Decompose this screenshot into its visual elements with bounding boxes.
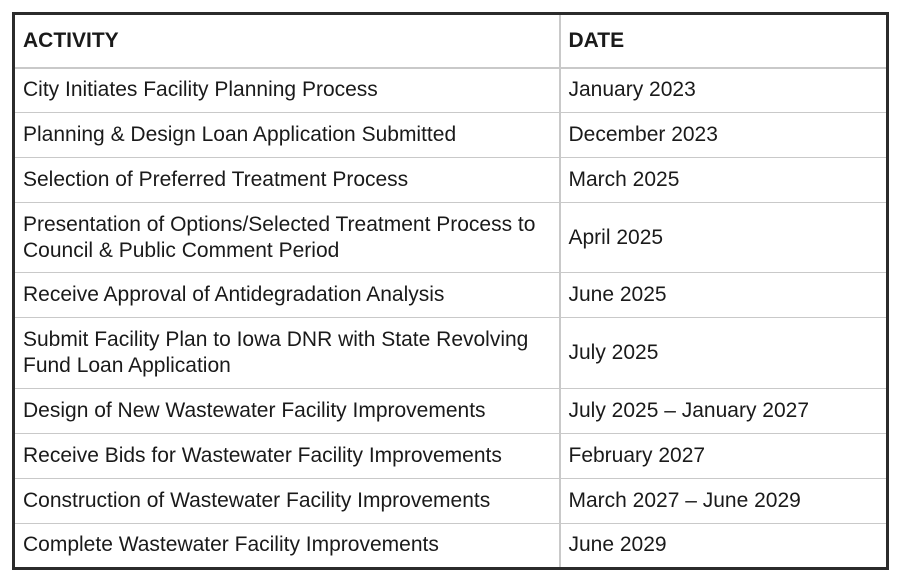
activity-cell: Selection of Preferred Treatment Process — [14, 158, 560, 203]
table-row — [14, 158, 888, 203]
date-cell: June 2025 — [560, 273, 888, 318]
table-row — [14, 388, 888, 433]
date-cell: June 2029 — [560, 523, 888, 568]
table-body — [14, 68, 888, 569]
activity-cell: Planning & Design Loan Application Submitted — [14, 113, 560, 158]
date-cell: December 2023 — [560, 113, 888, 158]
activity-cell: Receive Bids for Wastewater Facility Improvements — [14, 433, 560, 478]
table-header — [14, 14, 888, 68]
date-column-header: DATE — [560, 14, 888, 68]
date-cell: March 2025 — [560, 158, 888, 203]
table-row — [14, 523, 888, 568]
activity-cell: Receive Approval of Antidegradation Analysis — [14, 273, 560, 318]
activity-cell: City Initiates Facility Planning Process — [14, 68, 560, 113]
activity-cell: Presentation of Options/Selected Treatment Process to Council & Public Comment Period — [14, 203, 560, 273]
table-row — [14, 478, 888, 523]
date-cell: January 2023 — [568, 78, 696, 102]
table-row — [14, 68, 888, 113]
date-cell: March 2027 – June 2029 — [560, 478, 888, 523]
date-cell: July 2025 – January 2027 — [560, 388, 888, 433]
activity-cell: Construction of Wastewater Facility Improvements — [14, 478, 560, 523]
table-row — [14, 318, 888, 388]
date-cell: February 2027 — [560, 433, 888, 478]
table-row — [14, 273, 888, 318]
date-cell: July 2025 — [560, 318, 888, 388]
date-cell: April 2025 — [560, 203, 888, 273]
activity-column-header: ACTIVITY — [14, 14, 560, 68]
header-row — [14, 14, 888, 68]
activity-cell: Submit Facility Plan to Iowa DNR with State Revolving Fund Loan Application — [14, 318, 560, 388]
activity-cell: Complete Wastewater Facility Improvements — [14, 523, 560, 568]
table-row — [14, 433, 888, 478]
table-row — [14, 113, 888, 158]
table-row — [14, 203, 888, 273]
activity-cell: Design of New Wastewater Facility Improvements — [14, 388, 560, 433]
schedule-table — [12, 12, 889, 570]
